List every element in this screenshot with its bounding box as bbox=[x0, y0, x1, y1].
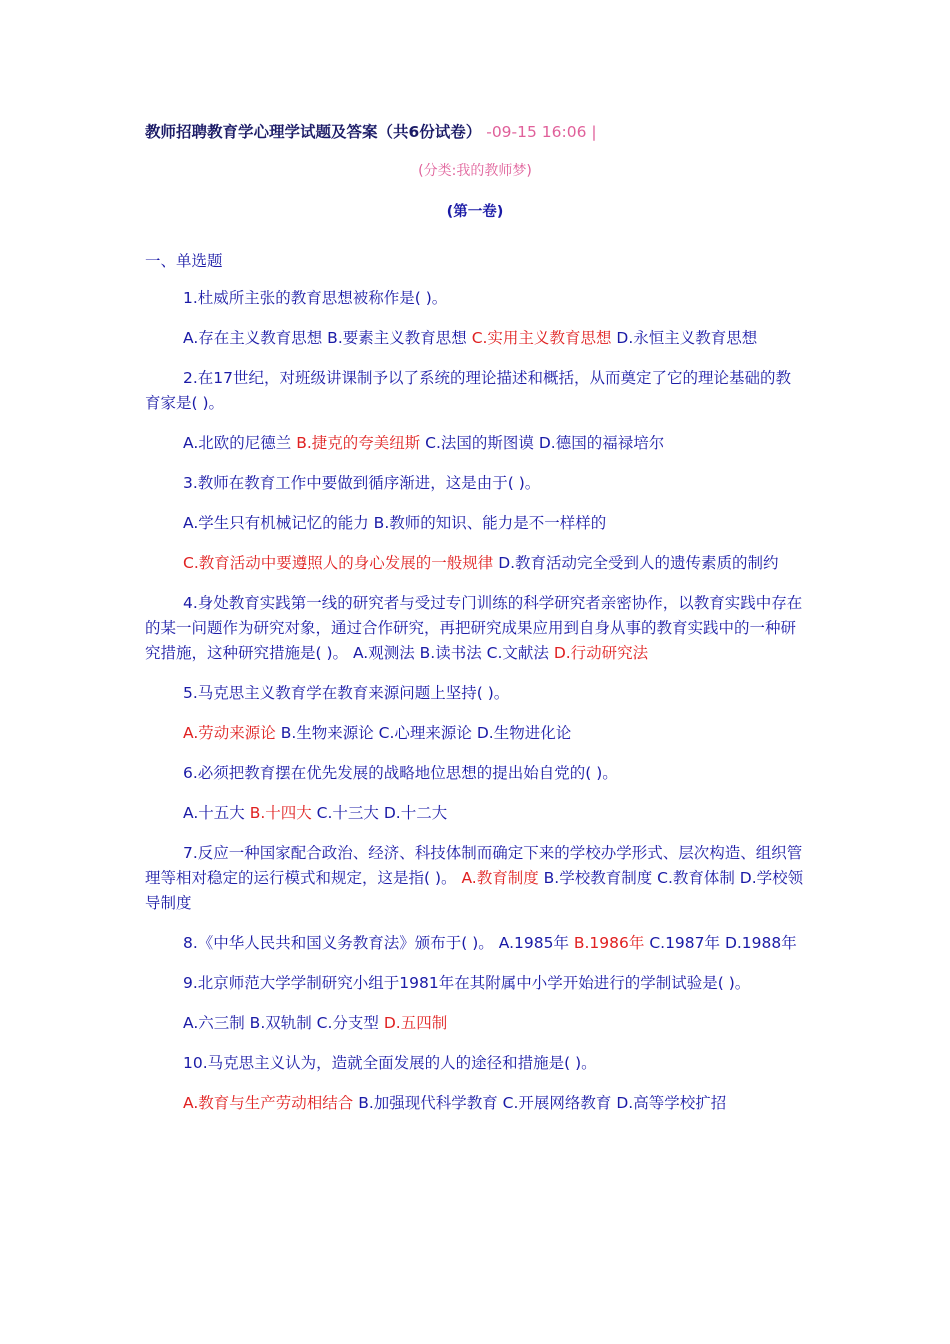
text-segment: A.六三制 B.双轨制 C.分支型 bbox=[183, 1014, 384, 1032]
text-segment: B.加强现代科学教育 C.开展网络教育 D.高等学校扩招 bbox=[353, 1094, 727, 1112]
answer-highlight: D.五四制 bbox=[383, 1014, 448, 1032]
post-date: -09-15 16:06 | bbox=[481, 123, 597, 141]
option-line bbox=[145, 801, 805, 826]
category-link[interactable]: (分类:我的教师梦) bbox=[418, 163, 532, 179]
question-text bbox=[145, 841, 805, 916]
text-segment: 4.身处教育实践第一线的研究者与受过专门训练的科学研究者亲密协作，以教育实践中存在的某一问题作为研究对象，通过合作研究，再把研究成果应用到自身从事的教育实践中的一种研究措施，这种研究措施是( )。 A.观测法 B.读书法 C.文献法 bbox=[145, 594, 803, 662]
question-text bbox=[145, 681, 805, 706]
text-segment: 9.北京师范大学学制研究小组于1981年在其附属中小学开始进行的学制试验是( )。 bbox=[183, 974, 751, 992]
answer-highlight: C.教育活动中要遵照人的身心发展的一般规律 bbox=[183, 554, 494, 572]
question-text bbox=[145, 366, 805, 416]
text-segment: 3.教师在教育工作中要做到循序渐进，这是由于( )。 bbox=[183, 474, 541, 492]
text-segment: 1.杜威所主张的教育思想被称作是( )。 bbox=[183, 289, 448, 307]
option-line bbox=[145, 1011, 805, 1036]
option-line bbox=[145, 431, 805, 456]
question-text bbox=[145, 286, 805, 311]
text-segment: D.永恒主义教育思想 bbox=[611, 329, 758, 347]
volume-heading: (第一卷) bbox=[446, 204, 504, 220]
text-segment: 10.马克思主义认为，造就全面发展的人的途径和措施是( )。 bbox=[183, 1054, 597, 1072]
text-segment: 7.反应一种国家配合政治、经济、科技体制而确定下来的学校办学形式、层次构造、组织管理等相对稳定的运行模式和规定，这是指( )。 bbox=[145, 844, 803, 887]
option-line bbox=[145, 326, 805, 351]
text-segment: D.教育活动完全受到人的遗传素质的制约 bbox=[493, 554, 779, 572]
text-segment: A.学生只有机械记忆的能力 B.教师的知识、能力是不一样样的 bbox=[183, 514, 607, 532]
answer-highlight: A.教育与生产劳动相结合 bbox=[183, 1094, 354, 1112]
answer-highlight: C.实用主义教育思想 bbox=[471, 329, 612, 347]
document-title: 教师招聘教育学心理学试题及答案（共6份试卷） bbox=[145, 123, 482, 141]
text-segment: A.十五大 bbox=[183, 804, 250, 822]
answer-highlight: D.行动研究法 bbox=[553, 644, 649, 662]
option-line bbox=[145, 1091, 805, 1116]
question-list bbox=[145, 286, 805, 1116]
option-line bbox=[145, 721, 805, 746]
text-segment: A.存在主义教育思想 B.要素主义教育思想 bbox=[183, 329, 472, 347]
text-segment: C.十三大 D.十二大 bbox=[311, 804, 448, 822]
text-segment: B.学校教育制度 C.教育体制 D.学校领导制度 bbox=[145, 869, 804, 912]
question-text bbox=[145, 761, 805, 786]
text-segment: 5.马克思主义教育学在教育来源问题上坚持( )。 bbox=[183, 684, 510, 702]
answer-highlight: A.劳动来源论 bbox=[183, 724, 276, 742]
question-text bbox=[145, 1051, 805, 1076]
answer-highlight: B.十四大 bbox=[249, 804, 312, 822]
answer-highlight: B.捷克的夸美纽斯 bbox=[296, 434, 421, 452]
text-segment: 2.在17世纪，对班级讲课制予以了系统的理论描述和概括，从而奠定了它的理论基础的教育家是( )。 bbox=[145, 369, 792, 412]
option-line bbox=[145, 511, 805, 536]
question-text bbox=[145, 971, 805, 996]
document-page bbox=[145, 120, 805, 1131]
text-segment: A.北欧的尼德兰 bbox=[183, 434, 297, 452]
option-line bbox=[145, 551, 805, 576]
question-text bbox=[145, 591, 805, 666]
text-segment: C.1987年 D.1988年 bbox=[644, 934, 797, 952]
question-text bbox=[145, 471, 805, 496]
text-segment: 6.必须把教育摆在优先发展的战略地位思想的提出始自党的( )。 bbox=[183, 764, 618, 782]
text-segment: C.法国的斯图谟 D.德国的福禄培尔 bbox=[420, 434, 665, 452]
answer-highlight: A.教育制度 bbox=[461, 869, 539, 887]
question-text bbox=[145, 931, 805, 956]
text-segment: 8.《中华人民共和国义务教育法》颁布于( )。 A.1985年 bbox=[183, 934, 574, 952]
answer-highlight: B.1986年 bbox=[573, 934, 645, 952]
text-segment: B.生物来源论 C.心理来源论 D.生物进化论 bbox=[275, 724, 572, 742]
section-heading: 一、单选题 bbox=[145, 252, 223, 270]
document-title-line bbox=[145, 120, 805, 145]
